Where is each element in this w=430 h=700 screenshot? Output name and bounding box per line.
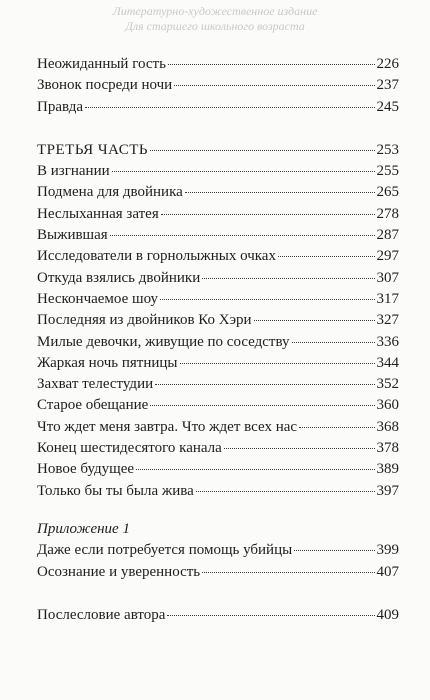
toc-entry-title: Жаркая ночь пятницы — [37, 354, 178, 371]
toc-leader-dots — [202, 572, 374, 573]
toc-entry-page: 360 — [376, 397, 399, 414]
toc-entry-title: Выжившая — [37, 227, 108, 244]
toc-entry-title: Откуда взялись двойники — [37, 269, 201, 286]
toc-entry-page: 226 — [376, 56, 399, 72]
spacer — [37, 504, 399, 521]
toc-entry-title: Последняя из двойников Ко Хэри — [37, 312, 252, 329]
toc-entry — [37, 312, 399, 333]
toc-entry — [37, 483, 399, 504]
toc-entry — [37, 564, 399, 585]
toc-entry-page: 399 — [376, 542, 399, 559]
toc-entry-title: Неожиданный гость — [37, 56, 166, 72]
toc-entry — [37, 376, 399, 397]
toc-entry — [37, 227, 399, 248]
spacer — [37, 585, 399, 607]
toc-part-title: ТРЕТЬЯ ЧАСТЬ — [37, 141, 149, 158]
toc-entry-title: Звонок посреди ночи — [37, 77, 173, 94]
toc-entry — [37, 56, 399, 77]
toc-entry — [37, 440, 399, 461]
toc-part-page: 253 — [376, 141, 399, 158]
toc-leader-dots — [150, 150, 374, 151]
bleed-through-line: Для старшего школьного возраста — [125, 19, 305, 33]
toc-entry-page: 327 — [376, 312, 399, 329]
toc-leader-dots — [174, 85, 374, 86]
toc-entry — [37, 77, 399, 98]
bleed-through-line: Литературно-художественное издание — [112, 4, 318, 18]
toc-entry-title: Правда — [37, 98, 83, 115]
toc-entry — [37, 206, 399, 227]
toc-entry-page: 397 — [376, 482, 399, 499]
toc-entry-title: Исследователи в горнолыжных очках — [37, 248, 276, 265]
toc-entry — [37, 607, 399, 628]
toc-entry-title: Только бы ты была жива — [37, 482, 194, 499]
toc-entry-page: 378 — [376, 440, 399, 457]
toc-entry-page: 245 — [376, 98, 399, 115]
toc-entry-title: Что ждет меня завтра. Что ждет всех нас — [37, 418, 298, 435]
toc-entry-page: 278 — [376, 205, 399, 222]
toc-entry-title: Нескончаемое шоу — [37, 290, 158, 307]
table-of-contents — [37, 56, 399, 628]
spacer — [37, 120, 399, 142]
toc-entry-title: Захват телестудии — [37, 376, 154, 393]
toc-leader-dots — [155, 384, 374, 385]
toc-entry-page: 255 — [376, 163, 399, 180]
toc-entry — [37, 461, 399, 482]
toc-entry-page: 389 — [376, 461, 399, 478]
toc-entry-page: 297 — [376, 248, 399, 265]
toc-entry — [37, 334, 399, 355]
toc-entry-title: Осознание и уверенность — [37, 563, 201, 580]
toc-entry-title: Конец шестидесятого канала — [37, 440, 222, 457]
toc-entry-page: 317 — [376, 290, 399, 307]
toc-entry-title: Милые девочки, живущие по соседству — [37, 333, 290, 350]
toc-leader-dots — [278, 256, 375, 257]
toc-entry — [37, 184, 399, 205]
toc-entry-page: 344 — [376, 354, 399, 371]
toc-leader-dots — [160, 299, 375, 300]
toc-entry-title: В изгнании — [37, 163, 110, 180]
toc-entry-title: Даже если потребуется помощь убийцы — [37, 542, 293, 559]
toc-leader-dots — [299, 427, 374, 428]
toc-leader-dots — [112, 171, 375, 172]
toc-entry — [37, 248, 399, 269]
toc-entry-title: Подмена для двойника — [37, 184, 183, 201]
toc-entry — [37, 355, 399, 376]
toc-entry-page: 237 — [376, 77, 399, 94]
toc-entry-title: Послесловие автора — [37, 606, 166, 623]
toc-leader-dots — [150, 405, 374, 406]
toc-appendix-title: Приложение 1 — [37, 520, 130, 537]
toc-leader-dots — [202, 278, 374, 279]
toc-leader-dots — [185, 192, 375, 193]
toc-entry — [37, 99, 399, 120]
toc-leader-dots — [294, 550, 374, 551]
toc-leader-dots — [85, 107, 375, 108]
toc-entry — [37, 291, 399, 312]
toc-appendix-heading — [37, 521, 399, 542]
toc-leader-dots — [167, 615, 374, 616]
toc-entry-page: 336 — [376, 333, 399, 350]
toc-entry-page: 287 — [376, 227, 399, 244]
toc-entry-page: 368 — [376, 418, 399, 435]
toc-entry-page: 307 — [376, 269, 399, 286]
toc-leader-dots — [224, 448, 375, 449]
toc-entry-page: 407 — [376, 563, 399, 580]
toc-leader-dots — [168, 64, 375, 65]
toc-leader-dots — [136, 469, 374, 470]
toc-entry-page: 409 — [376, 606, 399, 623]
toc-leader-dots — [110, 235, 375, 236]
toc-entry-title: Неслыханная затея — [37, 205, 159, 222]
toc-entry-page: 352 — [376, 376, 399, 393]
toc-entry — [37, 163, 399, 184]
toc-entry — [37, 542, 399, 563]
toc-leader-dots — [254, 320, 375, 321]
toc-part-heading — [37, 142, 399, 163]
toc-leader-dots — [292, 342, 375, 343]
toc-entry — [37, 270, 399, 291]
toc-leader-dots — [180, 363, 375, 364]
toc-entry — [37, 397, 399, 418]
toc-entry-title: Новое будущее — [37, 461, 135, 478]
toc-entry-title: Старое обещание — [37, 397, 149, 414]
bleed-through-header — [0, 4, 430, 34]
toc-entry-page: 265 — [376, 184, 399, 201]
toc-leader-dots — [196, 491, 375, 492]
toc-leader-dots — [161, 214, 375, 215]
toc-entry — [37, 419, 399, 440]
